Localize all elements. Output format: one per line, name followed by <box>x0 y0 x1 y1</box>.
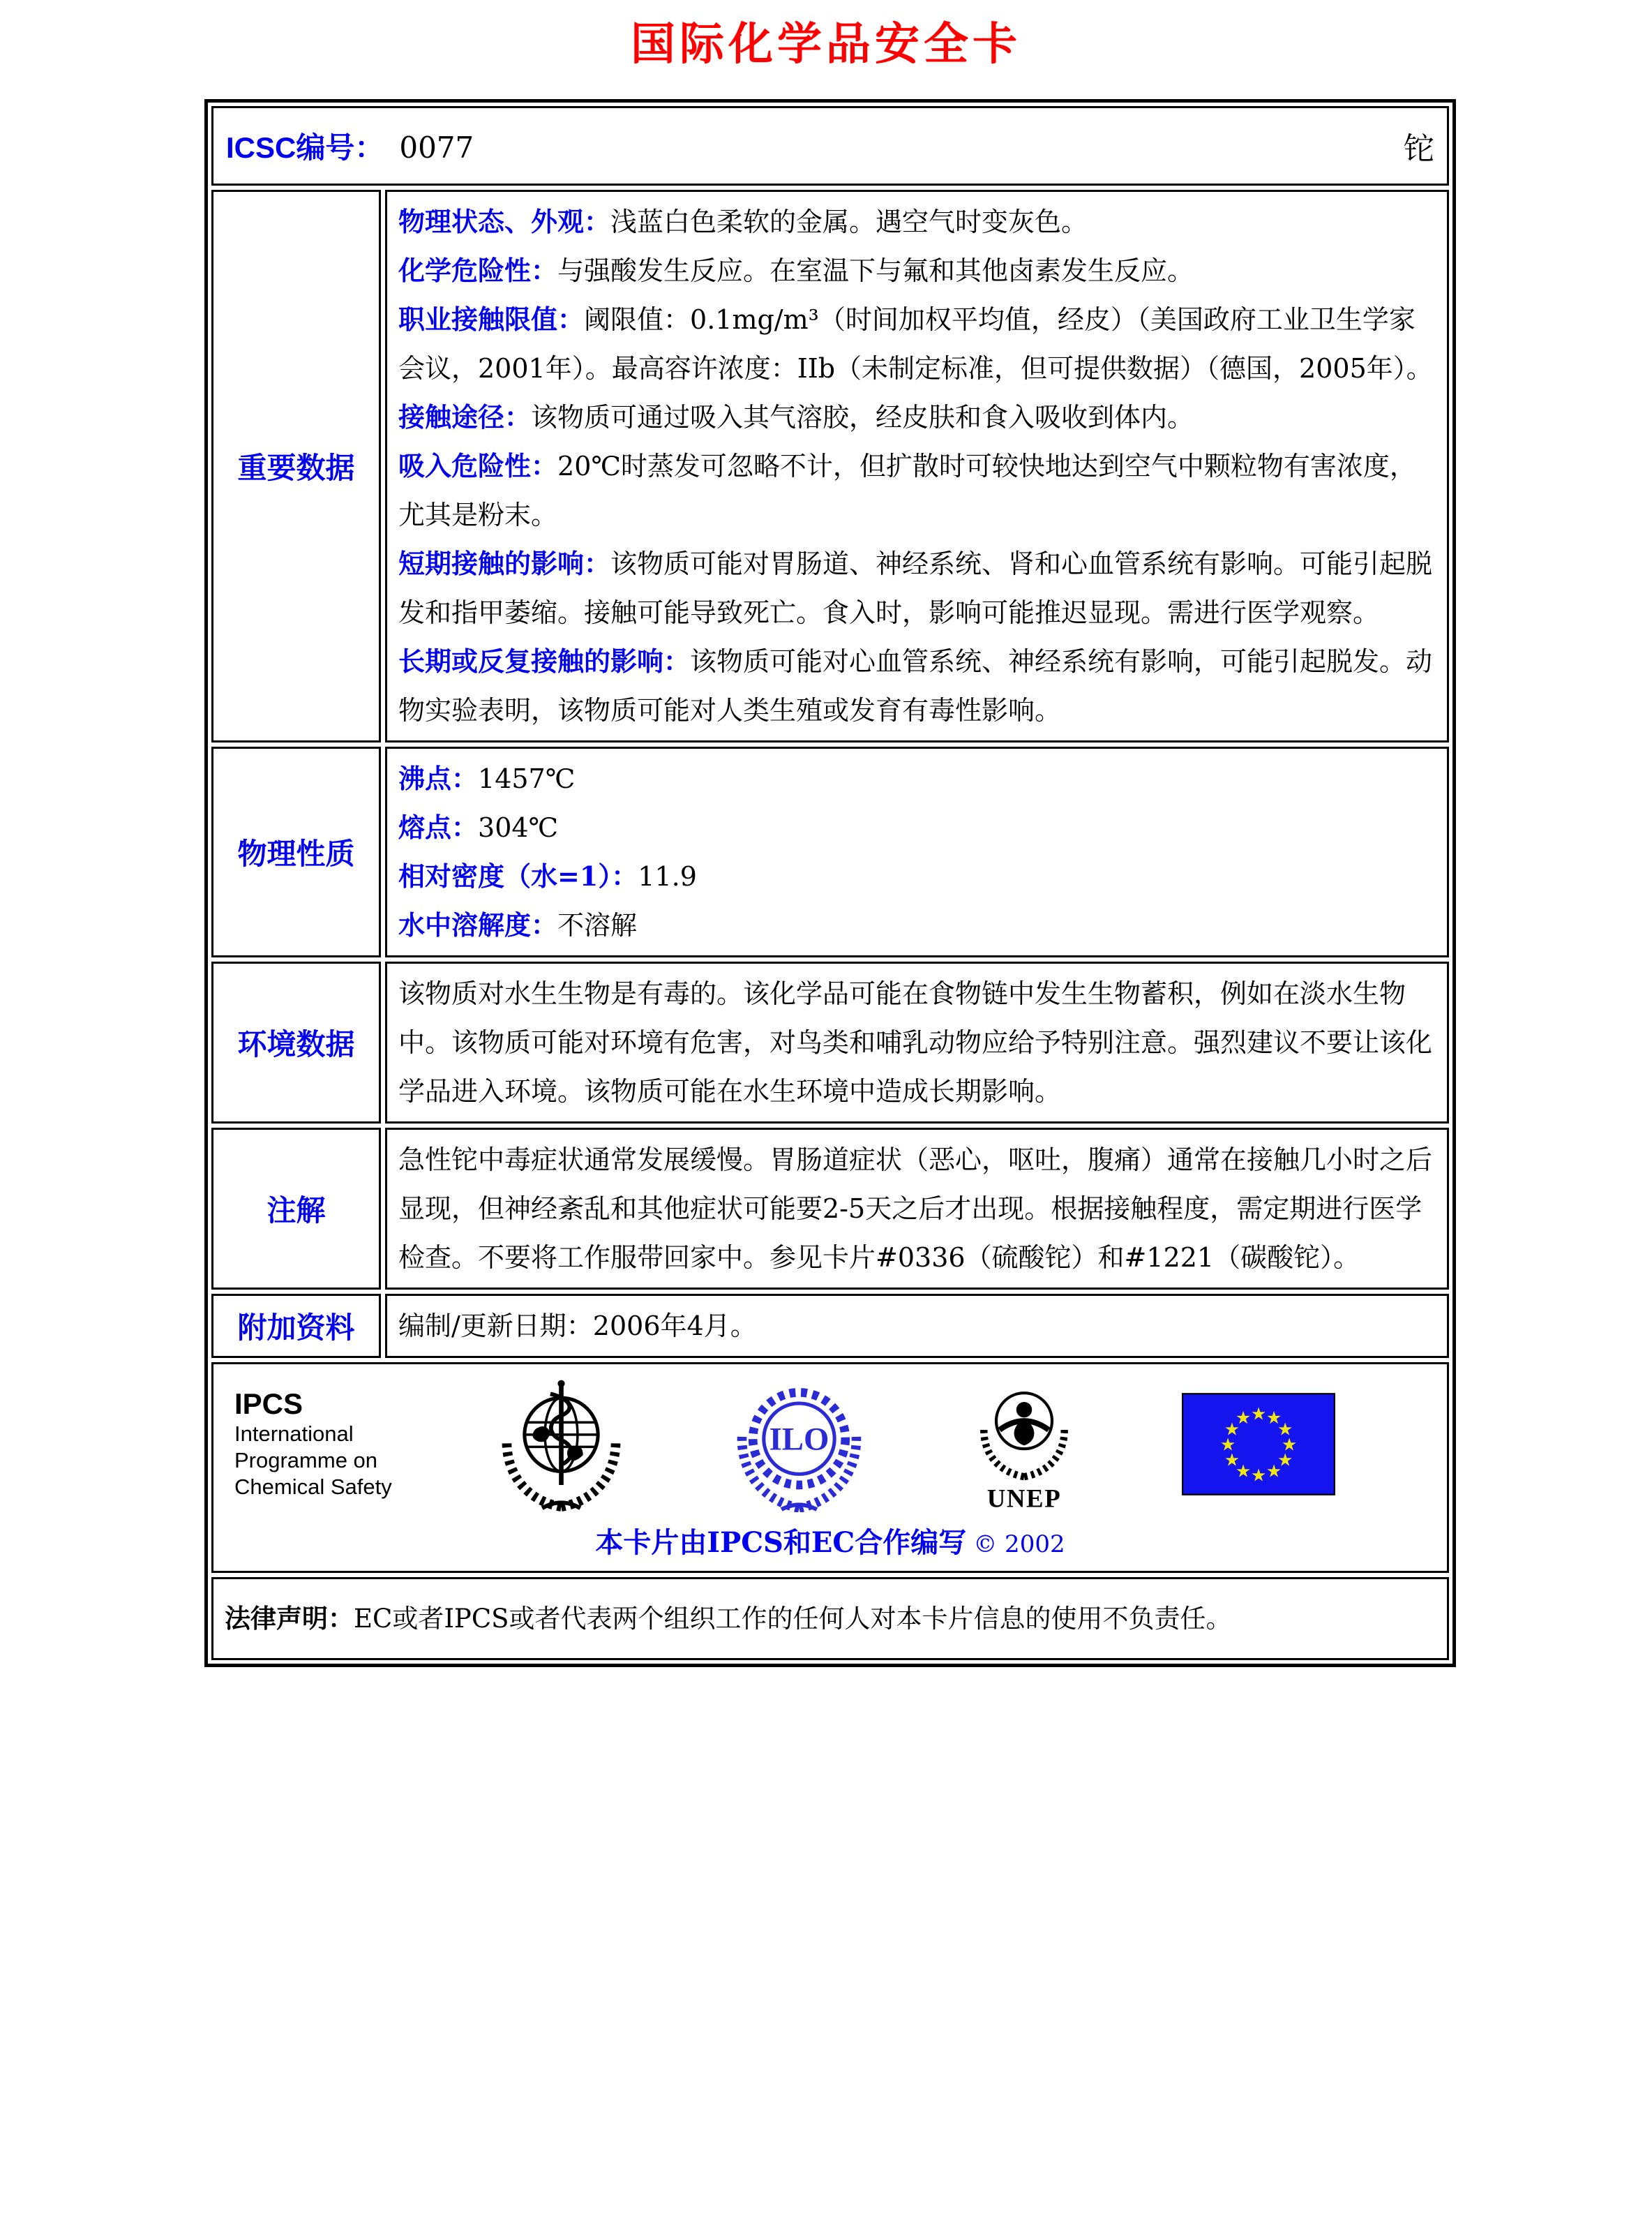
property-line <box>398 901 1436 950</box>
section-label-environmental-data: 环境数据 <box>211 962 381 1124</box>
svg-text:★: ★ <box>1224 1449 1240 1470</box>
paragraph-text: 浅蓝白色柔软的金属。遇空气时变灰色。 <box>610 207 1088 237</box>
paragraph-label: 物理状态、外观： <box>398 206 611 237</box>
logos-cell <box>211 1362 1449 1573</box>
ipcs-title: IPCS <box>234 1387 303 1420</box>
section-label-physical-properties: 物理性质 <box>211 747 381 957</box>
section-content-additional-info <box>385 1294 1449 1358</box>
data-paragraph <box>398 393 1436 442</box>
section-content-physical-properties <box>385 747 1449 957</box>
svg-text:★: ★ <box>1266 1460 1282 1481</box>
data-paragraph <box>398 246 1436 295</box>
svg-text:★: ★ <box>1224 1418 1240 1439</box>
property-label: 熔点： <box>398 812 479 843</box>
property-line <box>398 754 1436 803</box>
svg-text:★: ★ <box>1277 1449 1293 1470</box>
property-label: 水中溶解度： <box>398 909 558 941</box>
section-text: 该物质对水生生物是有毒的。该化学品可能在食物链中发生生物蓄积，例如在淡水生物中。该物质可能对环境有危害，对鸟类和哺乳动物应给予特别注意。强烈建议不要让该化学品进入环境。该物质可能在水生环境中造成长期影响。 <box>398 978 1433 1107</box>
legal-notice-cell <box>211 1577 1449 1660</box>
property-value: 304℃ <box>478 812 559 843</box>
unep-logo-icon <box>968 1374 1080 1514</box>
icsc-number-value: 0077 <box>399 130 474 165</box>
section-physical-properties <box>211 747 1449 957</box>
section-content-environmental-data <box>385 962 1449 1124</box>
paragraph-text: 该物质可通过吸入其气溶胶，经皮肤和食入吸收到体内。 <box>531 402 1194 433</box>
section-notes <box>211 1128 1449 1290</box>
unep-logo-label: UNEP <box>987 1484 1062 1513</box>
section-additional-info <box>211 1294 1449 1358</box>
paragraph-label: 接触途径： <box>398 401 532 433</box>
paragraph-label: 职业接触限值： <box>398 304 585 335</box>
paragraph-label: 吸入危险性： <box>398 450 558 482</box>
property-line <box>398 803 1436 852</box>
svg-text:★: ★ <box>1277 1418 1293 1439</box>
copyright-text: © 2002 <box>973 1530 1065 1558</box>
paragraph-text: 该物质可能对心血管系统、神经系统有影响，可能引起脱发。动物实验表明，该物质可能对人类生殖或发育有毒性影响。 <box>398 646 1433 726</box>
section-important-data <box>211 190 1449 742</box>
data-paragraph <box>398 539 1436 637</box>
eu-flag-icon <box>1182 1393 1335 1495</box>
section-label-notes: 注解 <box>211 1128 381 1290</box>
property-value: 11.9 <box>638 861 697 892</box>
cooperation-caption-text: 本卡片由IPCS和EC合作编写 <box>595 1526 967 1559</box>
substance-name: 铊 <box>1404 131 1434 167</box>
svg-text:★: ★ <box>1266 1407 1282 1428</box>
paragraph-text: 该物质可能对胃肠道、神经系统、肾和心血管系统有影响。可能引起脱发和指甲萎缩。接触可能导致死亡。食入时，影响可能推迟显现。需进行医学观察。 <box>398 548 1433 628</box>
section-environmental-data <box>211 962 1449 1124</box>
paragraph-text: 与强酸发生反应。在室温下与氟和其他卤素发生反应。 <box>557 255 1194 286</box>
paragraph-text: 阈限值：0.1mg/m³（时间加权平均值，经皮）（美国政府工业卫生学家会议，2001年）。最高容许浓度：IIb（未制定标准，但可提供数据）（德国，2005年）。 <box>398 304 1433 384</box>
svg-text:★: ★ <box>1250 1403 1267 1424</box>
section-text: 急性铊中毒症状通常发展缓慢。胃肠道症状（恶心，呕吐，腹痛）通常在接触几小时之后显现，但神经紊乱和其他症状可能要2-5天之后才出现。根据接触程度，需定期进行医学检查。不要将工作服带回家中。参见卡片#0336（硫酸铊）和#1221（碳酸铊）。 <box>398 1144 1433 1273</box>
data-paragraph <box>398 295 1436 393</box>
icsc-card <box>204 99 1456 1667</box>
svg-text:★: ★ <box>1250 1464 1267 1485</box>
ilo-logo-label: ILO <box>769 1420 829 1457</box>
svg-text:★: ★ <box>1281 1433 1298 1454</box>
paragraph-label: 化学危险性： <box>398 255 558 286</box>
data-paragraph <box>398 637 1436 735</box>
data-paragraph <box>398 197 1436 246</box>
svg-text:★: ★ <box>1235 1407 1252 1428</box>
logos-strip <box>227 1374 1433 1514</box>
svg-text:★: ★ <box>1219 1433 1236 1454</box>
section-label-additional-info: 附加资料 <box>211 1294 381 1358</box>
icsc-number-group <box>226 125 474 167</box>
svg-text:★: ★ <box>1235 1460 1252 1481</box>
page-title: 国际化学品安全卡 <box>631 18 1021 70</box>
legal-notice-text: EC或者IPCS或者代表两个组织工作的任何人对本卡片信息的使用不负责任。 <box>354 1604 1232 1634</box>
section-content-important-data <box>385 190 1449 742</box>
property-line <box>398 852 1436 901</box>
property-value: 不溶解 <box>557 910 638 941</box>
ipcs-subtitle-line: Programme on <box>234 1448 378 1472</box>
header-row <box>211 106 1449 186</box>
ipcs-subtitle-line: Chemical Safety <box>234 1475 392 1499</box>
icsc-number-label: ICSC编号： <box>226 131 384 164</box>
paragraph-label: 长期或反复接触的影响： <box>398 645 691 677</box>
who-logo-icon <box>493 1376 629 1512</box>
cooperation-caption <box>227 1523 1433 1564</box>
data-paragraph <box>398 442 1436 539</box>
property-label: 相对密度（水=1）： <box>398 860 638 892</box>
ipcs-subtitle-line: International <box>234 1421 354 1446</box>
section-content-notes <box>385 1128 1449 1290</box>
ilo-logo-icon <box>731 1376 867 1512</box>
property-label: 沸点： <box>398 763 479 794</box>
section-text: 编制/更新日期：2006年4月。 <box>398 1311 757 1341</box>
paragraph-label: 短期接触的影响： <box>398 548 611 579</box>
paragraph-text: 20℃时蒸发可忽略不计，但扩散时可较快地达到空气中颗粒物有害浓度，尤其是粉末。 <box>398 451 1416 530</box>
legal-notice-label: 法律声明： <box>225 1603 354 1634</box>
legal-notice-row <box>211 1577 1449 1660</box>
section-label-important-data: 重要数据 <box>211 190 381 742</box>
logos-row <box>211 1362 1449 1573</box>
header-cell <box>211 106 1449 186</box>
property-value: 1457℃ <box>478 763 576 794</box>
ipcs-text-block <box>234 1387 392 1500</box>
